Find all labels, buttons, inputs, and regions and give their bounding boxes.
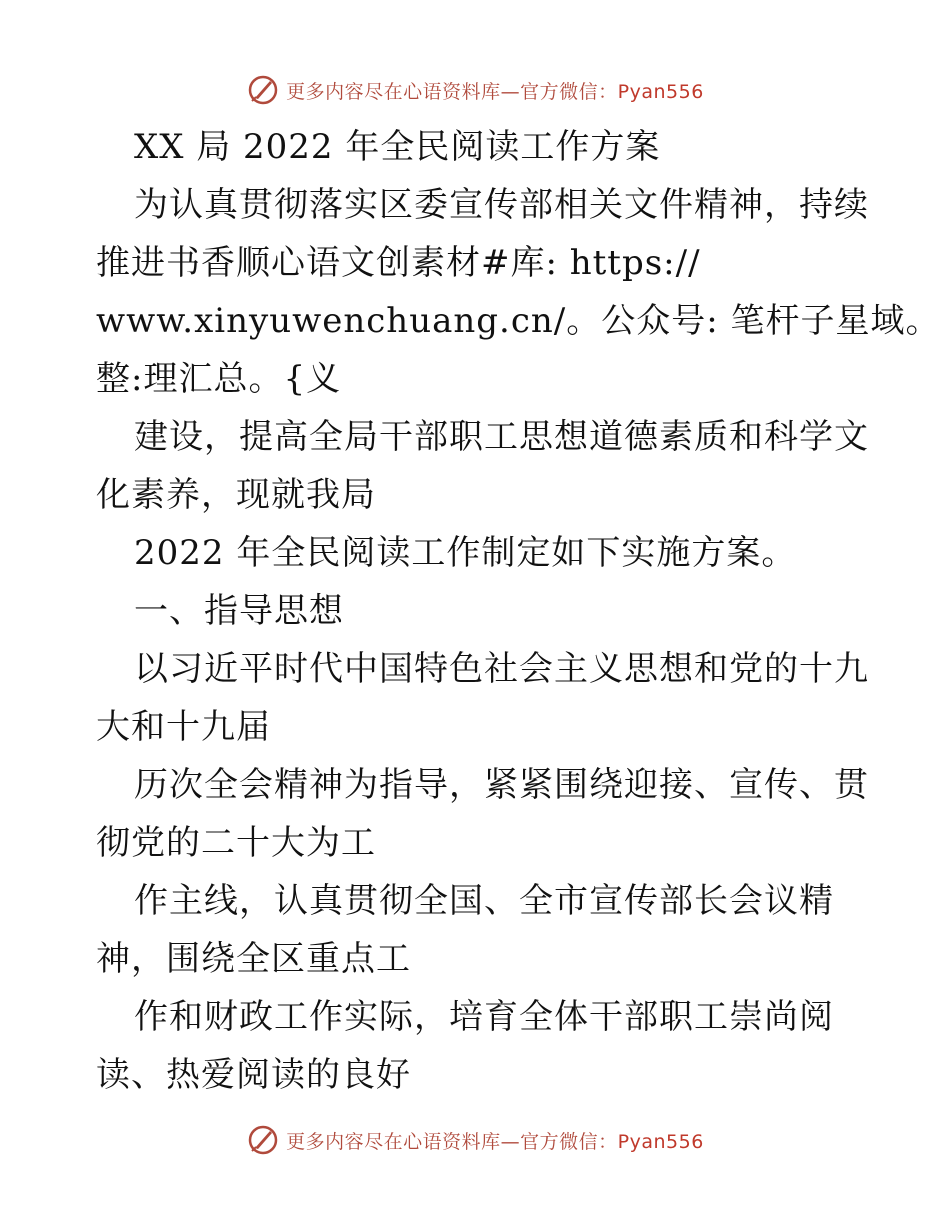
paragraph-line: 历次全会精神为指导，紧紧围绕迎接、宣传、贯 bbox=[134, 765, 869, 805]
header-banner bbox=[0, 70, 950, 110]
paragraph-line: 推进书香顺心语文创素材#库: https:// bbox=[96, 243, 701, 283]
paragraph-line: www.xinyuwenchuang.cn/。公众号: 笔杆子星域。 bbox=[96, 301, 941, 341]
paragraph-line: 化素养，现就我局 bbox=[96, 475, 376, 515]
paragraph-line: 以习近平时代中国特色社会主义思想和党的十九 bbox=[134, 649, 869, 689]
banner-text: 更多内容尽在心语资料库—官方微信：Pyan556 bbox=[286, 80, 704, 103]
paragraph-line: 彻党的二十大为工 bbox=[96, 823, 376, 863]
banner-text: 更多内容尽在心语资料库—官方微信：Pyan556 bbox=[286, 1130, 704, 1153]
document-title: XX 局 2022 年全民阅读工作方案 bbox=[134, 127, 661, 167]
paragraph-line: 2022 年全民阅读工作制定如下实施方案。 bbox=[134, 533, 797, 573]
paragraph-line: 为认真贯彻落实区委宣传部相关文件精神，持续 bbox=[134, 185, 869, 225]
paragraph-line: 作和财政工作实际，培育全体干部职工崇尚阅 bbox=[134, 997, 834, 1037]
paragraph-line: 作主线，认真贯彻全国、全市宣传部长会议精 bbox=[134, 881, 834, 921]
paragraph-line: 神，围绕全区重点工 bbox=[96, 939, 411, 979]
paragraph-line: 整:理汇总。{义 bbox=[96, 359, 342, 399]
feather-pen-logo-icon bbox=[246, 73, 280, 107]
paragraph-line: 大和十九届 bbox=[96, 707, 271, 747]
document-body bbox=[96, 118, 941, 1104]
footer-banner bbox=[0, 1120, 950, 1160]
paragraph-line: 建设，提高全局干部职工思想道德素质和科学文 bbox=[134, 417, 869, 457]
paragraph-line: 读、热爱阅读的良好 bbox=[96, 1055, 411, 1095]
feather-pen-logo-icon bbox=[246, 1123, 280, 1157]
section-heading: 一、指导思想 bbox=[134, 591, 344, 631]
